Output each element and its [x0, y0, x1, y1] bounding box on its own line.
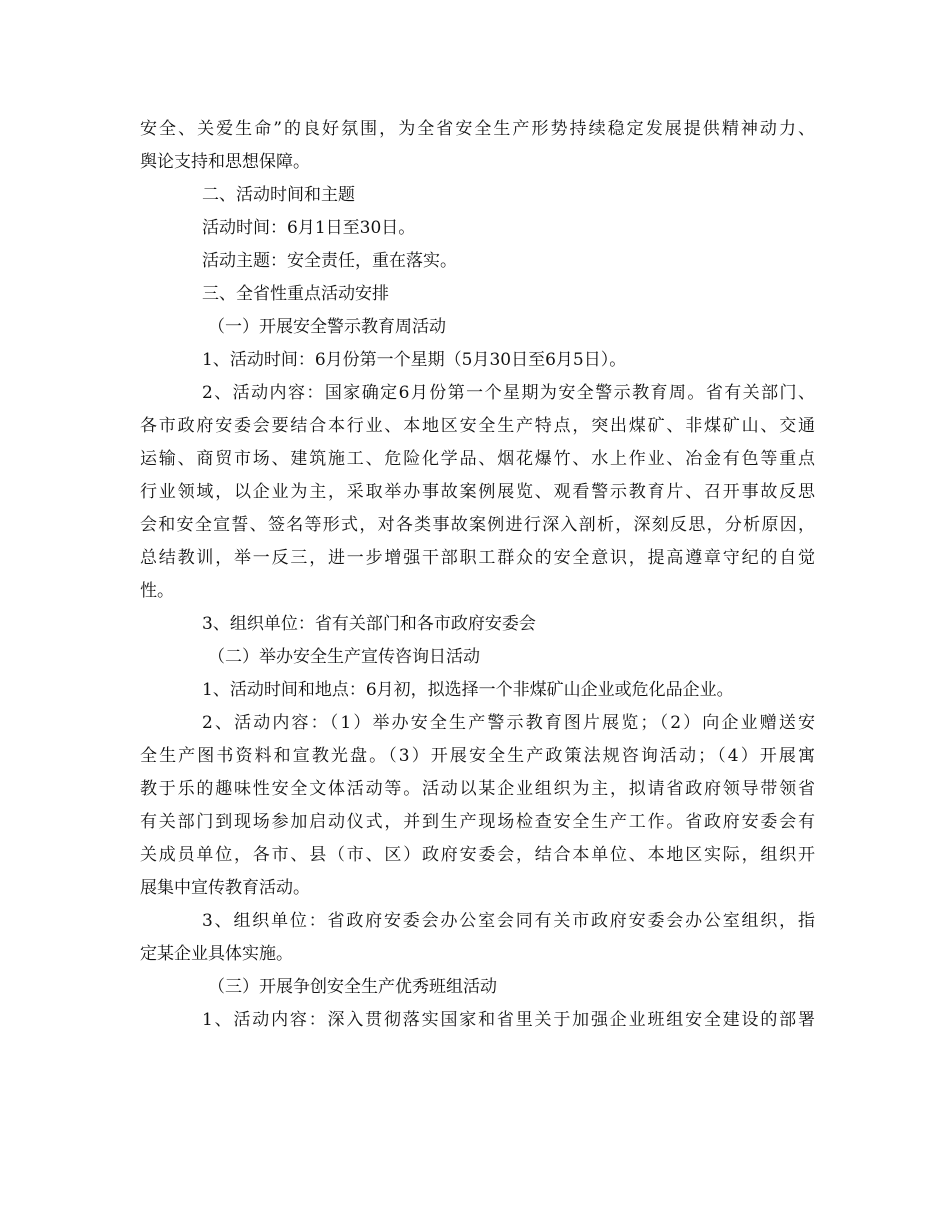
paragraph-line: 2、活动内容：国家确定6月份第一个星期为安全警示教育周。省有关部门、 [202, 383, 815, 403]
paragraph-line: 活动主题：安全责任，重在落实。 [202, 251, 457, 271]
paragraph-line: 1、活动时间和地点：6月初，拟选择一个非煤矿山企业或危化品企业。 [202, 680, 734, 700]
paragraph-line: 关成员单位，各市、县（市、区）政府安委会，结合本单位、本地区实际，组织开 [140, 845, 815, 865]
paragraph-line: 2、活动内容：（1）举办安全生产警示教育图片展览；（2）向企业赠送安 [202, 713, 815, 733]
paragraph-line: 性。 [140, 581, 174, 601]
paragraph-line: 行业领域，以企业为主，采取举办事故案例展览、观看警示教育片、召开事故反思 [140, 482, 815, 502]
paragraph-line: 各市政府安委会要结合本行业、本地区安全生产特点，突出煤矿、非煤矿山、交通 [140, 416, 815, 436]
paragraph-line: 定某企业具体实施。 [140, 944, 293, 964]
paragraph-line: 运输、商贸市场、建筑施工、危险化学品、烟花爆竹、水上作业、冶金有色等重点 [140, 449, 815, 469]
paragraph-line: 3、组织单位：省政府安委会办公室会同有关市政府安委会办公室组织，指 [202, 911, 815, 931]
paragraph-line: 舆论支持和思想保障。 [140, 152, 310, 172]
subsection-heading: （三）开展争创安全生产优秀班组活动 [208, 977, 497, 997]
subsection-heading: （一）开展安全警示教育周活动 [208, 317, 446, 337]
paragraph-line: 有关部门到现场参加启动仪式，并到生产现场检查安全生产工作。省政府安委会有 [140, 812, 815, 832]
section-heading: 三、全省性重点活动安排 [202, 284, 389, 304]
paragraph-line: 会和安全宣誓、签名等形式，对各类事故案例进行深入剖析，深刻反思，分析原因， [140, 515, 815, 535]
paragraph-line: 1、活动内容：深入贯彻落实国家和省里关于加强企业班组安全建设的部署 [202, 1010, 815, 1030]
document-body [140, 113, 815, 1037]
paragraph-line: 总结教训，举一反三，进一步增强干部职工群众的安全意识，提高遵章守纪的自觉 [140, 548, 815, 568]
subsection-heading: （二）举办安全生产宣传咨询日活动 [208, 647, 480, 667]
paragraph-line: 1、活动时间：6月份第一个星期（5月30日至6月5日）。 [202, 350, 627, 370]
paragraph-line: 活动时间：6月1日至30日。 [202, 218, 416, 238]
paragraph-line: 3、组织单位：省有关部门和各市政府安委会 [202, 614, 536, 634]
paragraph-line: 全生产图书资料和宣教光盘。（3）开展安全生产政策法规咨询活动；（4）开展寓 [140, 746, 815, 766]
paragraph-line: 展集中宣传教育活动。 [140, 878, 310, 898]
paragraph-line: 教于乐的趣味性安全文体活动等。活动以某企业组织为主，拟请省政府领导带领省 [140, 779, 815, 799]
section-heading: 二、活动时间和主题 [202, 185, 355, 205]
paragraph-line: 安全、关爱生命”的良好氛围，为全省安全生产形势持续稳定发展提供精神动力、 [140, 119, 815, 139]
